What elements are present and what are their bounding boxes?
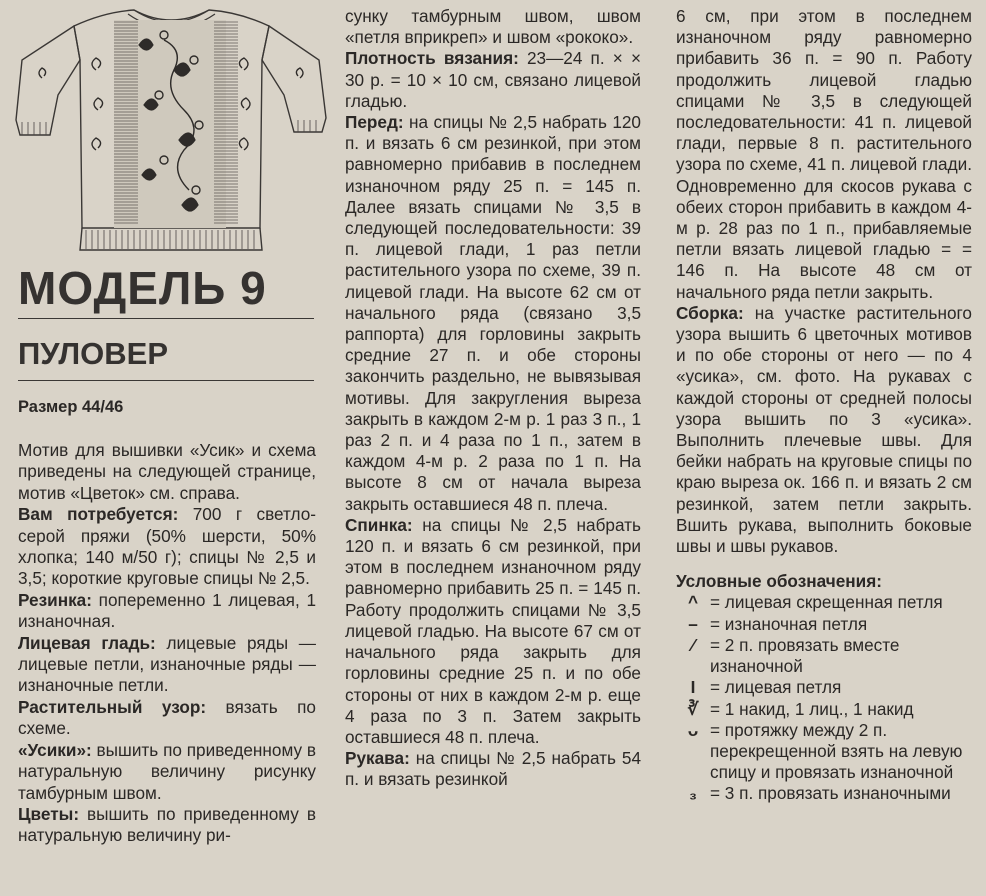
column-3 xyxy=(676,6,972,805)
legend-symbol: I xyxy=(690,677,696,698)
paragraph xyxy=(345,748,641,790)
legend-symbol: ⁄ xyxy=(691,634,695,655)
legend-text: = лицевая петля xyxy=(710,677,842,698)
paragraph-text: 700 г светло-серой пряжи (50% шерсти, 50% хлопка; 140 м/50 г); спицы № 2,5 и 3,5; короткие круговые спицы № 2,5. xyxy=(18,504,316,589)
paragraph-heading: Резинка: xyxy=(18,589,92,610)
paragraph-text: вышить по приведенному в натуральную величину рисунку тамбурным швом. xyxy=(18,739,316,803)
paragraph xyxy=(18,504,316,590)
legend-item xyxy=(676,699,972,720)
paragraph-heading: Рукава: xyxy=(345,748,410,769)
legend-text: = протяжку между 2 п. перекрещенной взять на левую спицу и провязать изнаночной xyxy=(710,719,963,783)
paragraph-text: 6 см, при этом в последнем изнаночном ряду равномерно прибавить 36 п. = 90 п. Работу продолжить лицевой гладью спицами № 3,5 в следующей последовательности: 41 п. лицевой глади, первые 8 п. растительного узора по схеме, 41 п. лицевой глади. Одновременно для скосов рукава с обеих сторон прибавить в каждом 4-м р. 28 раз по 1 п., прибавляемые петли вязать лицевой гладью = = 146 п. На высоте 48 см от начального ряда петли закрыть. xyxy=(676,6,972,302)
column-1 xyxy=(18,440,316,847)
paragraph-heading: Растительный узор: xyxy=(18,696,207,717)
paragraph-text: на участке растительного узора вышить 6 цветочных мотивов и по обе стороны от него — по 4 «усика», см. фото. На рукавах с каждой стороны от средней полосы узора вышить по 3 «усика». Выполнить плечевые швы. Для бейки набрать на круговые спицы по краю выреза ок. 166 п. и вязать 2 см резинкой, затем петли закрыть. Вшить рукава, выполнить боковые швы и швы рукавов. xyxy=(676,302,972,557)
legend-symbol: ᴗ xyxy=(687,719,699,740)
legend-list xyxy=(676,592,972,804)
legend-item xyxy=(676,614,972,635)
paragraph-text: попеременно 1 лицевая, 1 изнаночная. xyxy=(18,589,316,632)
paragraph-heading: Плотность вязания: xyxy=(345,48,519,69)
paragraph xyxy=(18,633,316,697)
garment-subtitle: ПУЛОВЕР xyxy=(18,336,168,371)
paragraph xyxy=(18,440,316,504)
paragraph-text: Мотив для вышивки «Усик» и схема приведены на следующей странице, мотив «Цветок» см. справа. xyxy=(18,440,316,503)
paragraph xyxy=(18,740,316,804)
paragraph xyxy=(18,804,316,847)
paragraph-text: лицевые ряды — лицевые петли, изнаночные ряды — изнаночные петли. xyxy=(18,632,316,696)
paragraph xyxy=(676,6,972,303)
pullover-illustration xyxy=(14,0,329,262)
legend-item xyxy=(676,677,972,698)
paragraph-text: вязать по схеме. xyxy=(18,696,316,739)
legend-item xyxy=(676,783,972,804)
paragraph-heading: Цветы: xyxy=(18,803,80,824)
paragraph xyxy=(18,697,316,740)
legend-text: = лицевая скрещенная петля xyxy=(710,592,943,613)
paragraph-heading: Перед: xyxy=(345,112,404,133)
paragraph-text: сунку тамбурным швом, швом «петля вприкреп» и швом «рококо». xyxy=(345,6,641,48)
legend-symbol: ∛ xyxy=(687,698,699,719)
paragraph xyxy=(345,48,641,112)
paragraph-heading: Спинка: xyxy=(345,514,413,535)
paragraph-text: на спицы № 2,5 набрать 120 п. и вязать 6 см резинкой, при этом в последнем изнаночном ряду равномерно прибавить 25 п. = 145 п. Работу продолжить спицами № 3,5 лицевой гладью. На высоте 67 см от начального ряда закрыть для горловины средние 25 п. и по обе стороны от них в каждом 2-м р. еще 4 раза по 3 п. Затем закрыть оставшиеся 48 п. плеча. xyxy=(345,514,641,747)
legend-symbol: ₃ xyxy=(689,783,697,804)
paragraph-heading: «Усики»: xyxy=(18,739,92,760)
paragraph-text: 23—24 п. × × 30 р. = 10 × 10 см, связано лицевой гладью. xyxy=(345,48,641,111)
paragraph xyxy=(345,6,641,48)
title-divider xyxy=(18,318,314,319)
paragraph xyxy=(18,590,316,633)
paragraph-heading: Сборка: xyxy=(676,302,744,323)
legend-text: = изнаночная петля xyxy=(710,613,868,634)
legend-text: = 1 накид, 1 лиц., 1 накид xyxy=(710,698,914,719)
column-2 xyxy=(345,6,641,791)
legend-item xyxy=(676,720,972,784)
legend-symbol: – xyxy=(688,613,698,634)
legend-item xyxy=(676,592,972,613)
size-label: Размер 44/46 xyxy=(18,398,124,416)
paragraph-text: на спицы № 2,5 набрать 120 п. и вязать 6 см резинкой, при этом равномерно прибавив в последнем изнаночном ряду 25 п. = 145 п. Далее вязать спицами № 3,5 в следующей последовательности: 39 п. лицевой глади, 1 раз петли растительного узора по схеме, 39 п. лицевой глади. На высоте 62 см от начального ряда (связано 3,5 раппорта) для горловины закрыть средние 27 п. и обе стороны закончить раздельно, не вывязывая мотивы. Для закругления выреза закрыть в каждом 2-м р. 1 раз 3 п., 1 раз 2 п. и 4 раза по 1 п., затем в каждом 4-м р. 2 раза по 1 п. На высоте 8 см от начала выреза закрыть оставшиеся 48 п. плеча. xyxy=(345,112,641,514)
paragraph xyxy=(345,515,641,748)
paragraph-text: вышить по приведенному в натуральную величину ри- xyxy=(18,803,316,846)
legend-symbol: ^ xyxy=(687,592,699,613)
legend-text: = 3 п. провязать изнаночными xyxy=(710,783,951,804)
legend-item xyxy=(676,635,972,677)
legend-text: = 2 п. провязать вместе изнаночной xyxy=(710,634,900,677)
paragraph-text: на спицы № 2,5 набрать 54 п. и вязать резинкой xyxy=(345,748,641,790)
legend-title: Условные обозначения: xyxy=(676,571,882,592)
model-title: МОДЕЛЬ 9 xyxy=(18,262,267,314)
column-3-paragraphs xyxy=(676,6,972,557)
paragraph xyxy=(345,112,641,515)
paragraph-heading: Лицевая гладь: xyxy=(18,632,156,653)
paragraph xyxy=(676,303,972,557)
paragraph-heading: Вам потребуется: xyxy=(18,504,179,525)
subtitle-divider xyxy=(18,380,314,381)
